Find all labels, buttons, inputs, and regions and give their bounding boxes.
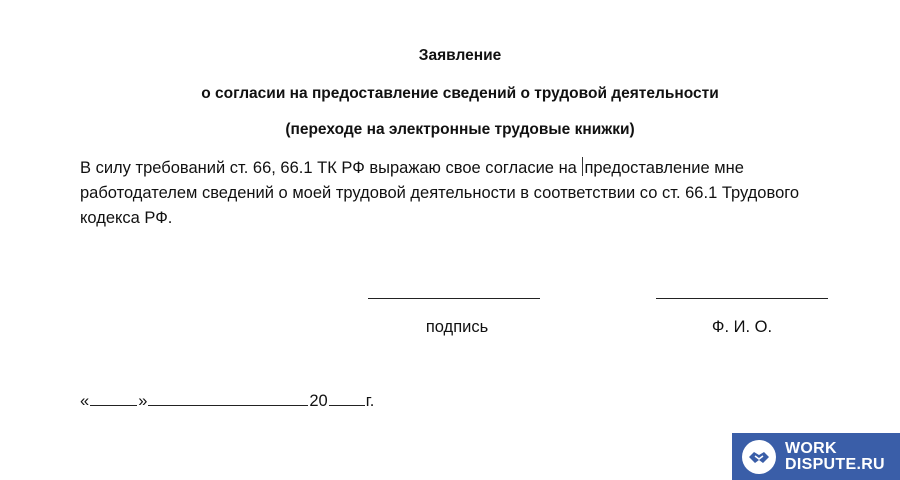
date-year-blank[interactable]: [329, 391, 365, 406]
date-day-blank[interactable]: [90, 391, 137, 406]
signature-label: подпись: [425, 318, 489, 336]
paragraph-line-2: работодателем сведений о моей трудовой деятельности в соответствии со ст. 66.1 Трудового: [80, 184, 800, 202]
fio-field-line[interactable]: [656, 298, 828, 299]
watermark-logo: [732, 433, 900, 480]
paragraph-line-3: кодекса РФ.: [80, 209, 173, 227]
paragraph-text: предоставление мне: [584, 159, 744, 177]
watermark-line-1: WORK: [785, 439, 837, 457]
handshake-icon: [742, 440, 776, 474]
date-close-quote: »: [138, 392, 148, 410]
watermark-text: [785, 441, 885, 473]
fio-label: Ф. И. О.: [711, 318, 773, 336]
date-open-quote: «: [80, 392, 90, 410]
consent-paragraph[interactable]: [80, 156, 820, 231]
date-year-suffix: г.: [365, 392, 375, 410]
signature-field-line[interactable]: [368, 298, 540, 299]
paragraph-text: В силу требований ст. 66, 66.1 ТК РФ выражаю свое согласие на: [80, 159, 582, 177]
document-title: Заявление: [418, 47, 502, 64]
paragraph-line-1: [80, 156, 820, 181]
document-subtitle: о согласии на предоставление сведений о трудовой деятельности: [201, 85, 719, 102]
date-year-prefix: 20: [309, 392, 328, 410]
date-month-blank[interactable]: [148, 391, 308, 406]
watermark-line-2: DISPUTE.RU: [785, 455, 885, 473]
date-field: [80, 391, 374, 411]
document-subtitle-parenthetical: (переходе на электронные трудовые книжки): [285, 121, 635, 138]
